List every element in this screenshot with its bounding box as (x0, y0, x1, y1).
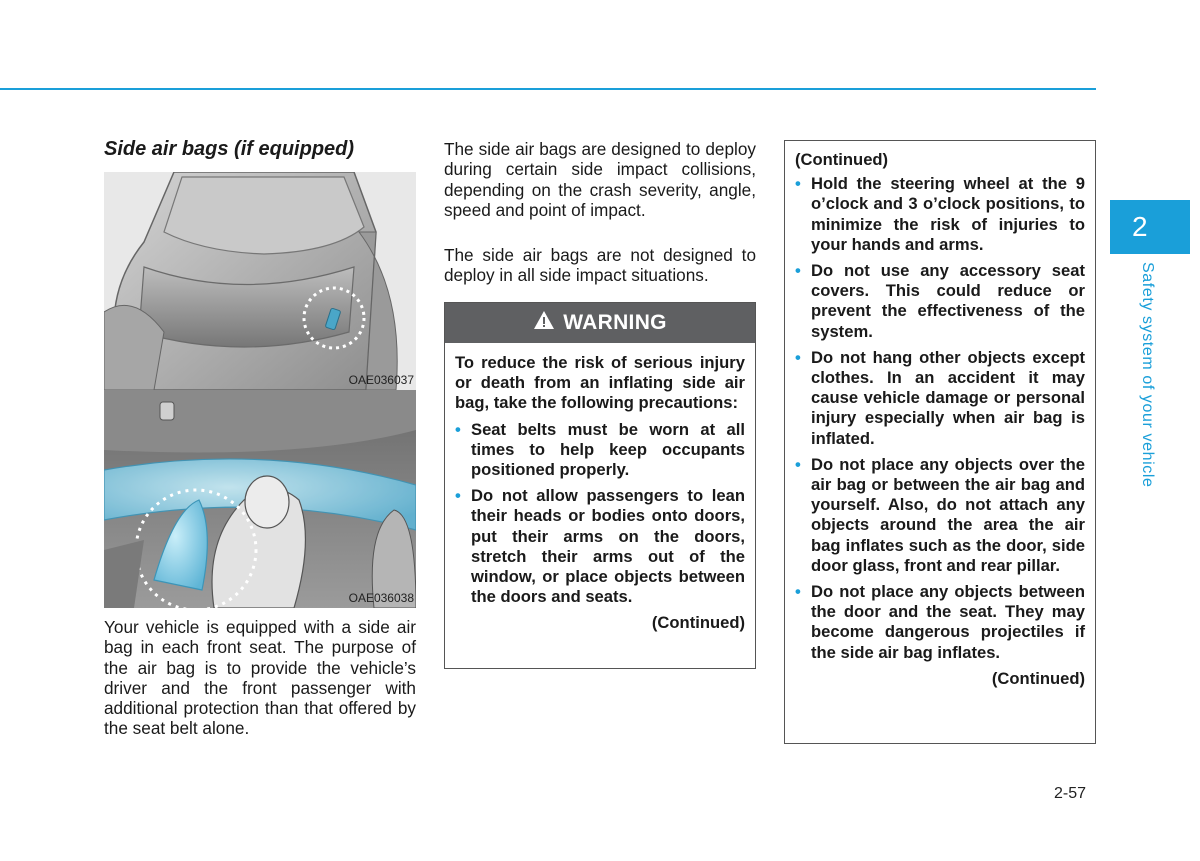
page-number: 2-57 (1054, 785, 1087, 802)
warning-body (445, 343, 755, 634)
figure-code-2: OAE036038 (348, 591, 414, 605)
continued-header: (Continued) (795, 150, 889, 169)
bullet-dot-icon: • (795, 261, 801, 281)
bullet-dot-icon: • (795, 582, 801, 602)
list-item: • Do not place any objects between the door and the seat. They may become dangerous projectiles if the side air bag inflates. (795, 582, 1085, 662)
airbag-deployment-illustration (104, 390, 416, 608)
deployed-airbag-figure (104, 390, 416, 608)
bullet-dot-icon: • (795, 454, 801, 474)
seat-illustration (104, 172, 416, 390)
bullet-dot-icon: • (455, 419, 461, 439)
list-item: • Do not use any accessory seat covers. This could reduce or prevent the effectiveness of the system. (795, 261, 1085, 341)
chapter-tab: 2 (1110, 200, 1190, 254)
list-item: • Hold the steering wheel at the 9 o’clock and 3 o’clock positions, to minimize the risk of injuries to your hands and arms. (795, 174, 1085, 254)
continued-body (785, 141, 1095, 689)
top-rule (0, 88, 1096, 90)
warning-continued: (Continued) (651, 613, 745, 633)
figure-code-1: OAE036037 (348, 373, 414, 387)
list-item: • Do not allow passengers to lean their heads or bodies onto doors, put their arms on the doors, stretch their arms out of the window, or place objects between the doors and seats. (455, 486, 745, 607)
warning-title: WARNING (563, 311, 667, 334)
warning-header (445, 303, 755, 343)
bullet-dot-icon: • (795, 174, 801, 194)
bullet-dot-icon: • (795, 347, 801, 367)
seat-airbag-figure (104, 172, 416, 390)
intro-paragraph: Your vehicle is equipped with a side air bag in each front seat. The purpose of the air bag is to provide the vehicle’s driver and the front passenger with additional protection than that offered by the seat belt alone. (104, 617, 416, 739)
continued-warning-box (784, 140, 1096, 744)
bullet-dot-icon: • (455, 486, 461, 506)
design-paragraph: The side air bags are designed to deploy during certain side impact collisions, depending on the crash severity, angle, speed and point of impact. (444, 139, 756, 220)
list-item: • Seat belts must be worn at all times to help keep occupants positioned properly. (455, 419, 745, 480)
warning-box (444, 302, 756, 669)
warning-intro: To reduce the risk of serious injury or death from an inflating side air bag, take the following precautions: (455, 353, 745, 413)
list-item: • Do not place any objects over the air bag or between the air bag and yourself. Also, do not attach any objects around the area the air bag inflates such as the door, side door glass, front and rear pillar. (795, 454, 1085, 575)
warning-triangle-icon (533, 310, 555, 336)
continued-footer: (Continued) (991, 668, 1085, 688)
list-item: • Do not hang other objects except clothes. In an accident it may cause vehicle damage or personal injury especially when air bag is inflated. (795, 347, 1085, 448)
section-title: Side air bags (if equipped) (104, 138, 355, 160)
limitation-paragraph: The side air bags are not designed to deploy in all side impact situations. (444, 245, 756, 286)
chapter-title: Safety system of your vehicle (1139, 262, 1156, 488)
